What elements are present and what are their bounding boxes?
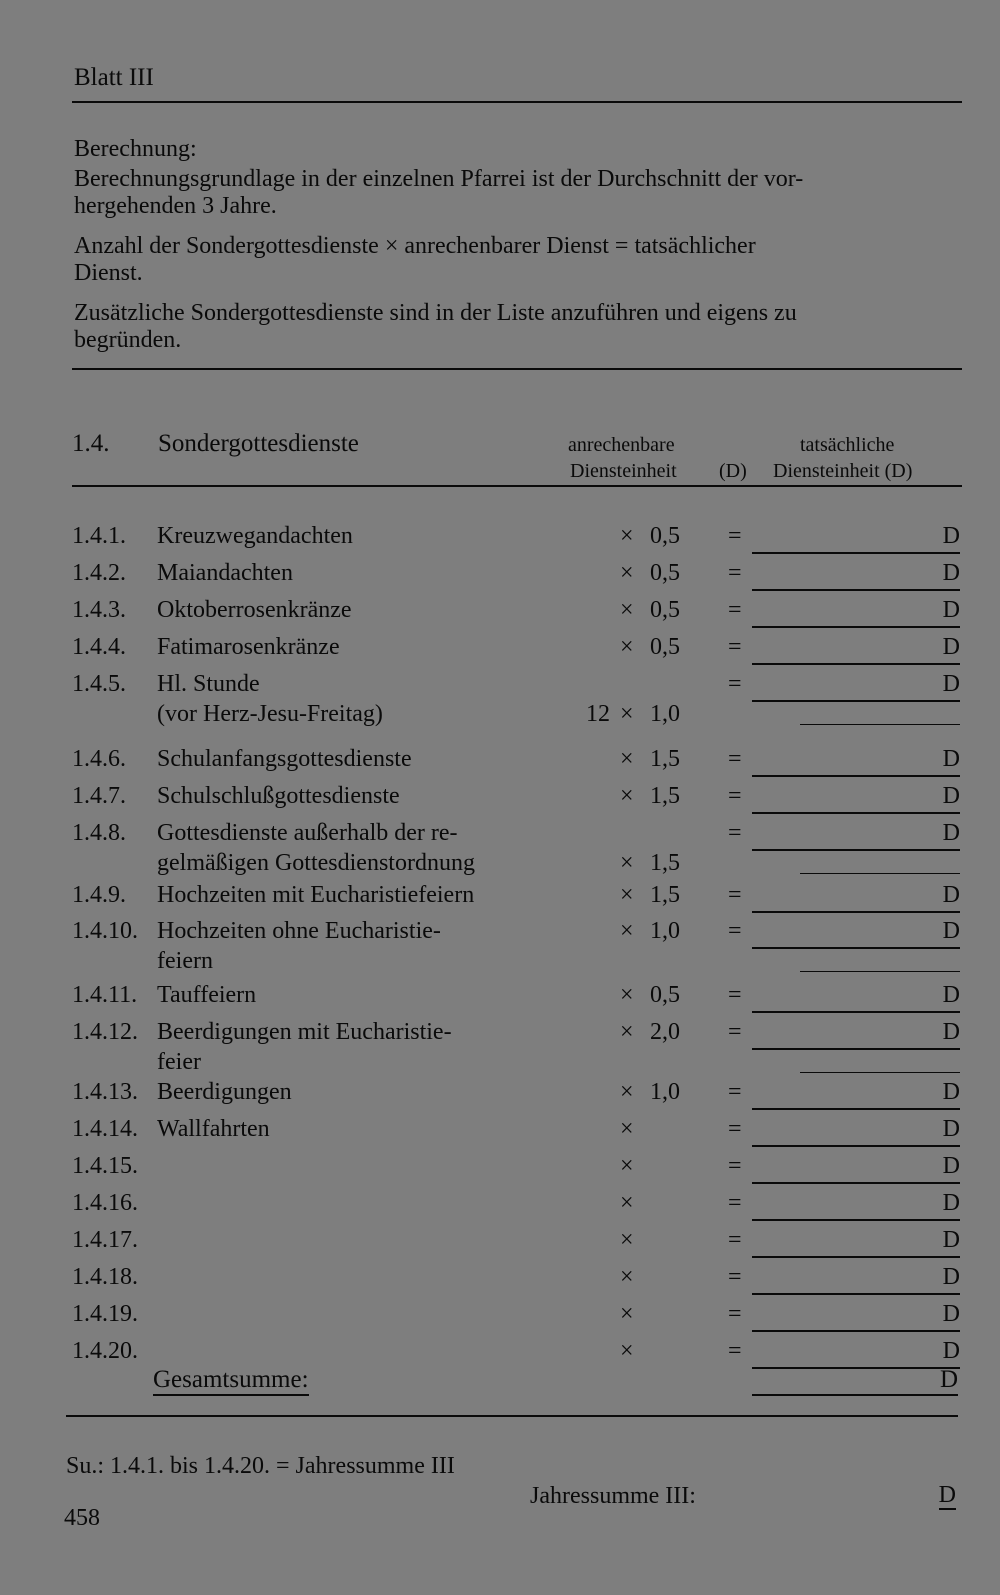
row-unit: D <box>942 783 960 809</box>
row-number: 1.4.1. <box>72 523 126 549</box>
multiply-sign: × <box>620 1190 634 1216</box>
row-unit: D <box>942 1019 960 1045</box>
multiply-sign: × <box>620 1338 634 1364</box>
row-number: 1.4.9. <box>72 882 126 908</box>
equals-sign: = <box>728 820 742 846</box>
row-number: 1.4.15. <box>72 1153 138 1179</box>
row-answer-line[interactable] <box>752 1256 960 1258</box>
row-number: 1.4.5. <box>72 671 126 697</box>
equals-sign: = <box>728 1338 742 1364</box>
row-unit: D <box>942 1079 960 1105</box>
row-factor: 1,5 <box>650 783 680 809</box>
annual-sum-unit: D <box>938 1482 956 1508</box>
row-unit: D <box>942 746 960 772</box>
row-unit: D <box>942 1116 960 1142</box>
row-label-continued: feier <box>157 1049 201 1075</box>
row-answer-line[interactable] <box>752 1293 960 1295</box>
row-label: Hl. Stunde <box>157 671 260 697</box>
row-answer-line[interactable] <box>752 1145 960 1147</box>
row-number: 1.4.2. <box>72 560 126 586</box>
equals-sign: = <box>728 523 742 549</box>
row-factor: 0,5 <box>650 523 680 549</box>
row-answer-line[interactable] <box>752 1367 960 1369</box>
row-label: Hochzeiten ohne Eucharistie- <box>157 918 441 944</box>
multiply-sign: × <box>620 634 634 660</box>
col1-heading-unit: (D) <box>719 460 747 482</box>
equals-sign: = <box>728 746 742 772</box>
row-answer-line[interactable] <box>752 663 960 665</box>
multiply-sign: × <box>620 783 634 809</box>
equals-sign: = <box>728 597 742 623</box>
calc-heading: Berechnung: <box>74 136 197 162</box>
row-number: 1.4.14. <box>72 1116 138 1142</box>
row-label: Wallfahrten <box>157 1116 270 1142</box>
row-answer-line[interactable] <box>752 589 960 591</box>
row-unit: D <box>942 560 960 586</box>
row-answer-line[interactable] <box>752 626 960 628</box>
row-factor: 2,0 <box>650 1019 680 1045</box>
row-number: 1.4.20. <box>72 1338 138 1364</box>
section-rule <box>72 485 962 487</box>
multiply-sign: × <box>620 1019 634 1045</box>
equals-sign: = <box>728 1264 742 1290</box>
row-answer-line[interactable] <box>752 947 960 949</box>
multiply-sign: × <box>620 1264 634 1290</box>
row-factor: 1,5 <box>650 882 680 908</box>
multiply-sign: × <box>620 560 634 586</box>
row-answer-line[interactable] <box>752 1011 960 1013</box>
total-answer-line[interactable] <box>752 1394 958 1396</box>
col1-heading-line1: anrechenbare <box>568 434 675 456</box>
equals-sign: = <box>728 1227 742 1253</box>
multiply-sign: × <box>620 982 634 1008</box>
calc-paragraph-1 <box>74 166 962 220</box>
row-label: Fatimarosenkränze <box>157 634 340 660</box>
row-factor: 1,5 <box>650 746 680 772</box>
row-answer-line[interactable] <box>752 812 960 814</box>
row-unit: D <box>942 882 960 908</box>
equals-sign: = <box>728 634 742 660</box>
equals-sign: = <box>728 671 742 697</box>
footer-rule <box>66 1415 958 1417</box>
multiply-sign: × <box>620 918 634 944</box>
row-label: Kreuzwegandachten <box>157 523 353 549</box>
total-unit: D <box>939 1366 958 1393</box>
multiply-sign: × <box>620 746 634 772</box>
calc-p3-line2: begründen. <box>74 327 182 353</box>
row-number: 1.4.7. <box>72 783 126 809</box>
multiply-sign: × <box>620 850 634 876</box>
row-answer-line-secondary <box>800 1072 960 1073</box>
row-number: 1.4.17. <box>72 1227 138 1253</box>
row-answer-line[interactable] <box>752 1108 960 1110</box>
multiply-sign: × <box>620 1301 634 1327</box>
row-factor: 1,5 <box>650 850 680 876</box>
annual-sum-label: Jahressumme III: <box>530 1483 696 1509</box>
row-unit: D <box>942 820 960 846</box>
row-label: Hochzeiten mit Eucharistiefeiern <box>157 882 475 908</box>
row-unit: D <box>942 671 960 697</box>
multiply-sign: × <box>620 523 634 549</box>
row-label: Oktoberrosenkränze <box>157 597 352 623</box>
row-label: Schulanfangsgottesdienste <box>157 746 412 772</box>
row-unit: D <box>942 918 960 944</box>
multiply-sign: × <box>620 1116 634 1142</box>
multiply-sign: × <box>620 1079 634 1105</box>
equals-sign: = <box>728 1116 742 1142</box>
row-label: Maiandachten <box>157 560 293 586</box>
row-factor: 0,5 <box>650 560 680 586</box>
row-label-continued: (vor Herz-Jesu-Freitag) <box>157 701 383 727</box>
row-unit: D <box>942 597 960 623</box>
equals-sign: = <box>728 982 742 1008</box>
calc-rule <box>72 368 962 370</box>
row-number: 1.4.3. <box>72 597 126 623</box>
row-factor: 1,0 <box>650 1079 680 1105</box>
row-unit: D <box>942 1301 960 1327</box>
row-number: 1.4.10. <box>72 918 138 944</box>
equals-sign: = <box>728 882 742 908</box>
row-answer-line[interactable] <box>752 775 960 777</box>
row-number: 1.4.13. <box>72 1079 138 1105</box>
row-label: Beerdigungen <box>157 1079 292 1105</box>
row-label-continued: feiern <box>157 948 213 974</box>
col1-heading-line2: Diensteinheit <box>570 460 677 482</box>
calc-paragraph-2 <box>74 233 962 287</box>
equals-sign: = <box>728 560 742 586</box>
calc-paragraph-3 <box>74 300 962 354</box>
equals-sign: = <box>728 1019 742 1045</box>
row-factor: 0,5 <box>650 634 680 660</box>
calc-p3-line1: Zusätzliche Sondergottesdienste sind in der Liste anzuführen und eigens zu <box>74 300 797 326</box>
row-factor: 1,0 <box>650 918 680 944</box>
calc-p1-line1: Berechnungsgrundlage in der einzelnen Pfarrei ist der Durchschnitt der vor- <box>74 166 804 192</box>
equals-sign: = <box>728 783 742 809</box>
equals-sign: = <box>728 1190 742 1216</box>
col2-heading-line1: tatsächliche <box>800 434 895 456</box>
row-answer-line[interactable] <box>752 1330 960 1332</box>
row-answer-line[interactable] <box>752 849 960 851</box>
calc-p2-line1: Anzahl der Sondergottesdienste × anrechenbarer Dienst = tatsächlicher <box>74 233 756 259</box>
total-label: Gesamtsumme: <box>153 1366 309 1396</box>
calc-p1-line2: hergehenden 3 Jahre. <box>74 193 277 219</box>
row-count: 12 <box>586 701 610 727</box>
row-unit: D <box>942 634 960 660</box>
header-rule <box>72 101 962 103</box>
row-number: 1.4.18. <box>72 1264 138 1290</box>
row-factor: 1,0 <box>650 701 680 727</box>
section-number: 1.4. <box>72 430 110 457</box>
row-label-continued: gelmäßigen Gottesdienstordnung <box>157 850 475 876</box>
row-number: 1.4.12. <box>72 1019 138 1045</box>
multiply-sign: × <box>620 882 634 908</box>
row-answer-line-secondary <box>800 873 960 874</box>
row-answer-line-secondary <box>800 971 960 972</box>
row-answer-line[interactable] <box>752 1219 960 1221</box>
row-label: Beerdigungen mit Eucharistie- <box>157 1019 452 1045</box>
row-answer-line[interactable] <box>752 911 960 913</box>
equals-sign: = <box>728 918 742 944</box>
multiply-sign: × <box>620 597 634 623</box>
multiply-sign: × <box>620 1153 634 1179</box>
equals-sign: = <box>728 1301 742 1327</box>
col2-heading-line2: Diensteinheit (D) <box>773 460 913 482</box>
equals-sign: = <box>728 1079 742 1105</box>
section-title: Sondergottesdienste <box>158 430 359 457</box>
sheet-label: Blatt III <box>74 64 154 91</box>
row-factor: 0,5 <box>650 982 680 1008</box>
row-number: 1.4.19. <box>72 1301 138 1327</box>
page-number: 458 <box>64 1505 100 1531</box>
row-unit: D <box>942 523 960 549</box>
equals-sign: = <box>728 1153 742 1179</box>
row-unit: D <box>942 982 960 1008</box>
multiply-sign: × <box>620 1227 634 1253</box>
row-answer-line-secondary <box>800 724 960 725</box>
row-unit: D <box>942 1227 960 1253</box>
row-unit: D <box>942 1264 960 1290</box>
row-number: 1.4.6. <box>72 746 126 772</box>
row-label: Gottesdienste außerhalb der re- <box>157 820 458 846</box>
row-answer-line[interactable] <box>752 1182 960 1184</box>
row-answer-line[interactable] <box>752 1048 960 1050</box>
sum-note: Su.: 1.4.1. bis 1.4.20. = Jahressumme III <box>66 1453 455 1479</box>
row-unit: D <box>942 1190 960 1216</box>
row-answer-line[interactable] <box>752 552 960 554</box>
row-factor: 0,5 <box>650 597 680 623</box>
multiply-sign: × <box>620 701 634 727</box>
row-number: 1.4.8. <box>72 820 126 846</box>
row-label: Schulschlußgottesdienste <box>157 783 400 809</box>
row-unit: D <box>942 1338 960 1364</box>
row-answer-line[interactable] <box>752 700 960 702</box>
row-number: 1.4.4. <box>72 634 126 660</box>
row-number: 1.4.11. <box>72 982 138 1008</box>
row-unit: D <box>942 1153 960 1179</box>
row-number: 1.4.16. <box>72 1190 138 1216</box>
row-label: Tauffeiern <box>157 982 257 1008</box>
calc-p2-line2: Dienst. <box>74 260 143 286</box>
